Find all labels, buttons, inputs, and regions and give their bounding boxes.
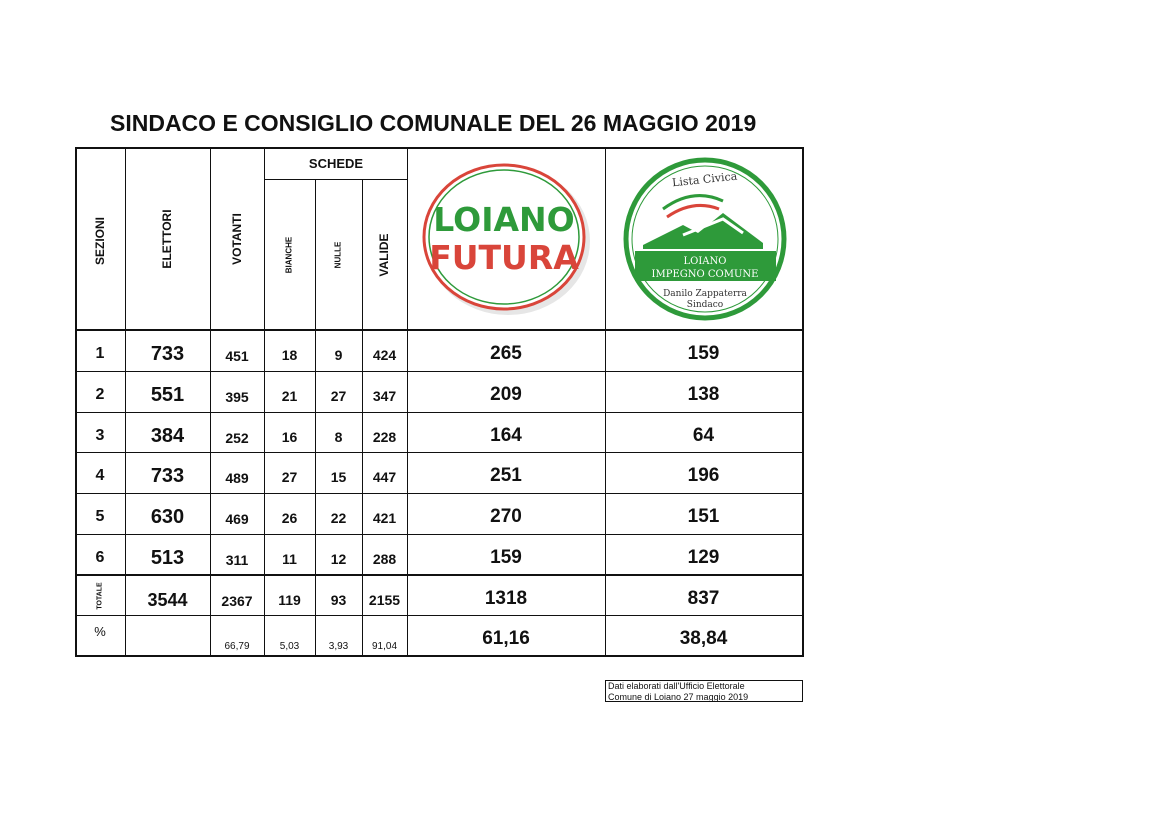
cell-futura: 164 (490, 425, 522, 446)
row-divider (75, 493, 804, 494)
percent-valide: 91,04 (371, 641, 398, 652)
col-divider (362, 179, 363, 657)
cell-nulle: 12 (330, 551, 347, 567)
cell-votanti: 252 (225, 430, 249, 446)
cell-valide: 424 (372, 347, 397, 363)
cell-valide: 421 (372, 510, 397, 526)
totale-nulle: 93 (330, 592, 347, 608)
cell-bianche: 26 (281, 510, 298, 526)
table-border-right (802, 147, 804, 657)
row-divider (75, 574, 804, 576)
totale-valide: 2155 (368, 592, 401, 608)
logo-impegno-name2: IMPEGNO COMUNE (651, 269, 759, 280)
cell-valide: 288 (372, 551, 397, 567)
cell-sez: 3 (95, 427, 105, 444)
cell-futura: 251 (490, 465, 522, 486)
cell-nulle: 8 (334, 429, 343, 445)
totale-bianche: 119 (278, 592, 301, 608)
cell-valide: 447 (372, 469, 397, 485)
logo-impegno-name1: LOIANO (683, 256, 727, 267)
page-title: SINDACO E CONSIGLIO COMUNALE DEL 26 MAGGIO 2019 (110, 110, 757, 136)
loiano-futura-emblem-icon (420, 159, 592, 319)
loiano-impegno-emblem-icon (623, 157, 788, 322)
source-note (605, 680, 803, 702)
schede-divider (264, 179, 408, 180)
cell-elettori: 513 (150, 547, 185, 569)
percent-bianche: 5,03 (279, 641, 300, 652)
row-divider (75, 534, 804, 535)
cell-bianche: 16 (281, 429, 298, 445)
cell-elettori: 384 (150, 425, 185, 447)
cell-elettori: 630 (150, 506, 185, 528)
col-divider (315, 179, 316, 657)
cell-sez: 1 (95, 345, 105, 362)
cell-futura: 265 (490, 343, 522, 364)
header-votanti: VOTANTI (230, 213, 244, 265)
cell-futura: 159 (490, 547, 522, 568)
results-table (75, 147, 804, 657)
cell-votanti: 451 (225, 348, 249, 364)
cell-futura: 209 (490, 384, 522, 405)
header-bottom-line (75, 329, 804, 331)
logo-loiano-impegno-comune (623, 157, 788, 322)
row-divider (75, 615, 804, 616)
header-nulle: NULLE (333, 241, 343, 269)
logo-futura-line2: FUTURA (429, 238, 579, 277)
cell-elettori: 733 (150, 465, 185, 487)
cell-votanti: 469 (225, 511, 249, 527)
cell-impegno: 159 (687, 343, 720, 364)
header-elettori: ELETTORI (160, 209, 174, 269)
cell-nulle: 9 (334, 347, 343, 363)
totale-impegno: 837 (687, 588, 720, 609)
totale-elettori: 3544 (147, 590, 188, 610)
note-line2: Comune di Loiano 27 maggio 2019 (608, 692, 749, 702)
table-border-bottom (75, 655, 804, 657)
percent-futura: 61,16 (482, 628, 530, 649)
totale-futura: 1318 (484, 588, 528, 609)
logo-impegno-candidate: Danilo Zappaterra (663, 289, 747, 299)
note-line1: Dati elaborati dall'Ufficio Elettorale (608, 681, 745, 691)
cell-sez: 6 (95, 549, 105, 566)
table-border-top (75, 147, 804, 149)
cell-valide: 228 (372, 429, 397, 445)
cell-votanti: 311 (225, 552, 249, 568)
row-divider (75, 371, 804, 372)
row-divider (75, 452, 804, 453)
cell-futura: 270 (490, 506, 522, 527)
cell-impegno: 64 (692, 425, 715, 446)
cell-nulle: 27 (330, 388, 347, 404)
cell-impegno: 129 (687, 547, 720, 568)
cell-valide: 347 (372, 388, 397, 404)
logo-loiano-futura (420, 159, 592, 319)
totale-label: TOTALE (96, 582, 104, 610)
percent-votanti: 66,79 (224, 641, 250, 652)
cell-elettori: 551 (150, 384, 185, 406)
cell-bianche: 11 (282, 551, 297, 567)
logo-futura-line1: LOIANO (433, 200, 575, 239)
header-sezioni: SEZIONI (93, 216, 107, 266)
percent-impegno: 38,84 (679, 628, 728, 649)
cell-bianche: 18 (281, 347, 298, 363)
cell-nulle: 15 (330, 469, 347, 485)
header-valide: VALIDE (377, 233, 391, 277)
cell-bianche: 21 (281, 388, 298, 404)
cell-votanti: 395 (225, 389, 249, 405)
logo-impegno-role: Sindaco (686, 300, 724, 310)
cell-sez: 5 (95, 508, 105, 525)
cell-sez: 2 (95, 386, 105, 403)
cell-elettori: 733 (150, 343, 185, 365)
cell-impegno: 138 (687, 384, 720, 405)
header-schede: SCHEDE (308, 156, 364, 171)
row-divider (75, 412, 804, 413)
cell-sez: 4 (95, 467, 105, 484)
cell-impegno: 196 (687, 465, 720, 486)
cell-votanti: 489 (225, 470, 249, 486)
logo-impegno-top: Lista Civica (671, 169, 738, 190)
totale-votanti: 2367 (221, 593, 253, 609)
header-bianche: BIANCHE (284, 236, 294, 274)
cell-nulle: 22 (330, 510, 347, 526)
cell-impegno: 151 (687, 506, 720, 527)
percent-nulle: 3,93 (328, 641, 349, 652)
cell-bianche: 27 (281, 469, 298, 485)
percent-label: % (94, 624, 106, 639)
